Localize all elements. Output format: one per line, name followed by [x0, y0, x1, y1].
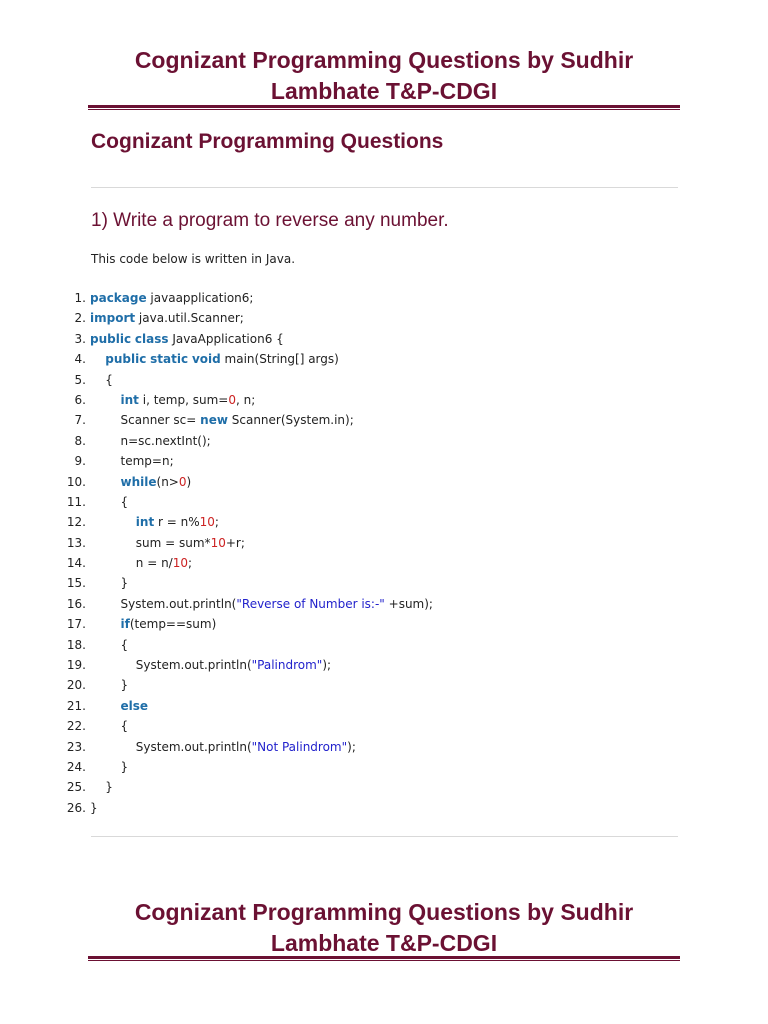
code-line — [60, 655, 700, 675]
line-number: 5. — [74, 372, 86, 387]
line-number: 10. — [66, 474, 86, 489]
line-number: 24. — [66, 759, 86, 774]
code-text: { — [90, 637, 129, 652]
code-line — [60, 512, 700, 532]
code-line — [60, 533, 700, 553]
code-text: n = n/10; — [90, 556, 193, 571]
code-line — [60, 777, 700, 797]
code-text: { — [90, 372, 113, 387]
line-number: 9. — [74, 454, 86, 469]
code-text: } — [90, 800, 98, 815]
code-line — [60, 614, 700, 634]
line-number: 16. — [66, 596, 86, 611]
code-text: while(n>0) — [120, 474, 192, 489]
code-line — [60, 716, 700, 736]
line-number: 17. — [66, 617, 86, 632]
line-number: 4. — [74, 352, 86, 367]
page-header-title — [88, 45, 680, 107]
code-line — [60, 675, 700, 695]
code-text: System.out.println("Reverse of Number is:-" +sum); — [90, 596, 433, 611]
heading-divider — [91, 187, 678, 188]
code-listing — [60, 288, 700, 818]
code-text: } — [90, 780, 113, 795]
code-text: { — [90, 719, 129, 734]
code-text: int i, temp, sum=0, n; — [120, 392, 256, 407]
code-line — [60, 635, 700, 655]
line-number: 26. — [66, 800, 86, 815]
line-number: 21. — [66, 698, 86, 713]
code-line — [60, 472, 700, 492]
code-text: } — [90, 759, 129, 774]
code-text: } — [90, 678, 129, 693]
line-number: 19. — [66, 658, 86, 673]
code-text: int r = n%10; — [135, 515, 219, 530]
code-line — [60, 492, 700, 512]
code-text: sum = sum*10+r; — [90, 535, 245, 550]
code-line — [60, 329, 700, 349]
page-footer-title — [88, 897, 680, 959]
question-title: 1) Write a program to reverse any number. — [91, 210, 449, 231]
intro-text: This code below is written in Java. — [91, 252, 296, 266]
line-number: 7. — [74, 413, 86, 428]
header-rule — [88, 105, 680, 110]
code-text: temp=n; — [90, 454, 174, 469]
line-number: 14. — [66, 556, 86, 571]
code-text: public static void main(String[] args) — [105, 352, 339, 367]
code-text: { — [90, 494, 129, 509]
code-line — [60, 431, 700, 451]
line-number: 12. — [66, 515, 86, 530]
header-title-line-2: Lambhate T&P-CDGI — [270, 78, 498, 104]
line-number: 3. — [74, 331, 86, 346]
code-text: System.out.println("Not Palindrom"); — [90, 739, 356, 754]
code-text: package javaapplication6; — [90, 291, 254, 305]
line-number: 20. — [66, 678, 86, 693]
line-number: 8. — [74, 433, 86, 448]
document-heading: Cognizant Programming Questions — [91, 130, 444, 153]
header-title-line-1: Cognizant Programming Questions by Sudhir — [134, 47, 634, 73]
code-line — [60, 737, 700, 757]
line-number: 18. — [66, 637, 86, 652]
line-number: 2. — [74, 311, 86, 326]
code-text: n=sc.nextInt(); — [90, 433, 211, 448]
code-text: System.out.println("Palindrom"); — [90, 658, 332, 673]
code-line — [60, 370, 700, 390]
code-text: public class JavaApplication6 { — [90, 331, 284, 346]
line-number: 23. — [66, 739, 86, 754]
code-text: else — [120, 698, 149, 713]
code-line — [60, 390, 700, 410]
line-number: 11. — [66, 494, 86, 509]
code-divider — [91, 836, 678, 837]
code-line — [60, 594, 700, 614]
footer-title-line-1: Cognizant Programming Questions by Sudhir — [134, 899, 634, 925]
code-line — [60, 410, 700, 430]
code-text: import java.util.Scanner; — [90, 311, 244, 326]
code-line — [60, 573, 700, 593]
line-number: 13. — [66, 535, 86, 550]
code-line — [60, 798, 700, 818]
code-line — [60, 553, 700, 573]
code-line — [60, 288, 700, 308]
code-text: Scanner sc= new Scanner(System.in); — [90, 413, 354, 428]
code-line — [60, 451, 700, 471]
code-text: } — [90, 576, 129, 591]
line-number: 1. — [74, 291, 86, 305]
code-line — [60, 696, 700, 716]
code-line — [60, 308, 700, 328]
code-line — [60, 349, 700, 369]
footer-rule — [88, 956, 680, 961]
code-text: if(temp==sum) — [120, 617, 217, 632]
code-line — [60, 757, 700, 777]
footer-title-line-2: Lambhate T&P-CDGI — [270, 930, 498, 956]
line-number: 22. — [66, 719, 86, 734]
line-number: 15. — [66, 576, 86, 591]
line-number: 6. — [74, 392, 86, 407]
line-number: 25. — [66, 780, 86, 795]
